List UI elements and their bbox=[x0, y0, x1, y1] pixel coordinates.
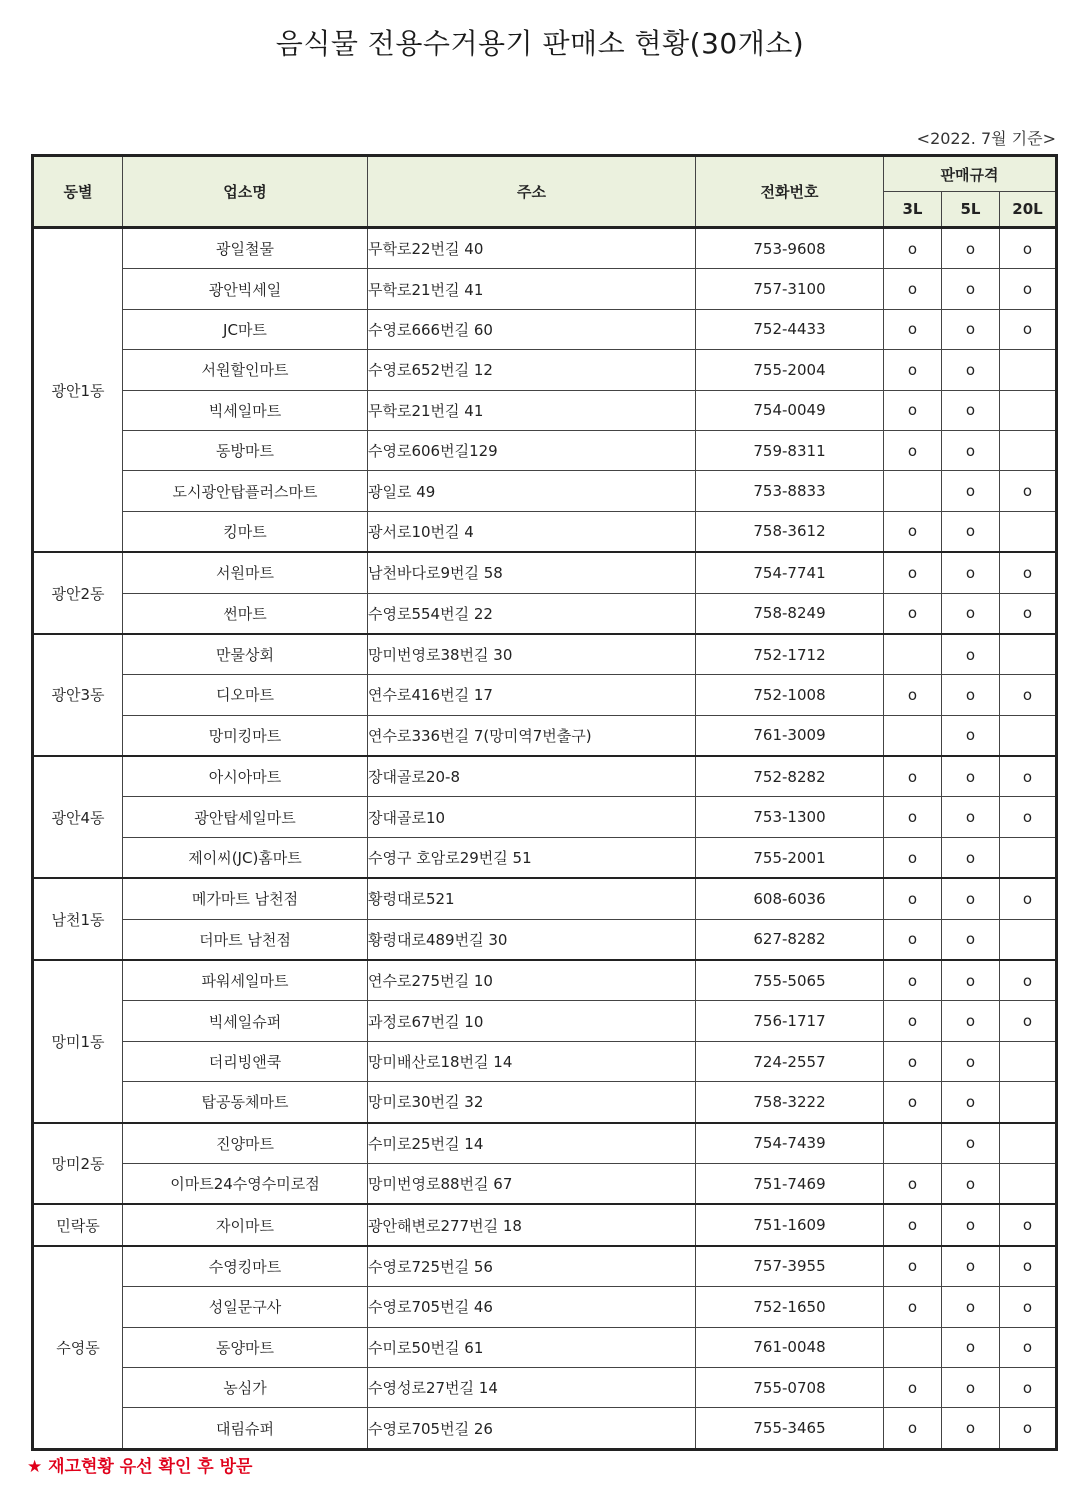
size-20l-cell: o bbox=[1000, 797, 1057, 837]
address-cell: 연수로336번길 7(망미역7번출구) bbox=[368, 715, 696, 756]
store-name-cell: 광안빅세일 bbox=[123, 269, 368, 309]
store-name-cell: 망미킹마트 bbox=[123, 715, 368, 756]
address-cell: 황령대로489번길 30 bbox=[368, 919, 696, 960]
phone-cell: 758-3222 bbox=[696, 1082, 884, 1123]
size-20l-cell: o bbox=[1000, 309, 1057, 349]
size-20l-cell bbox=[1000, 390, 1057, 430]
address-cell: 수영로666번길 60 bbox=[368, 309, 696, 349]
size-5l-cell: o bbox=[942, 715, 1000, 756]
size-20l-cell: o bbox=[1000, 960, 1057, 1001]
size-5l-cell: o bbox=[942, 1123, 1000, 1164]
size-3l-cell: o bbox=[884, 1246, 942, 1287]
size-3l-cell bbox=[884, 1123, 942, 1164]
district-cell: 민락동 bbox=[33, 1204, 123, 1245]
store-name-cell: 광안탑세일마트 bbox=[123, 797, 368, 837]
store-name-cell: JC마트 bbox=[123, 309, 368, 349]
table-body bbox=[33, 228, 1057, 1450]
phone-cell: 753-1300 bbox=[696, 797, 884, 837]
size-5l-cell: o bbox=[942, 1041, 1000, 1081]
address-cell: 수영로705번길 46 bbox=[368, 1287, 696, 1327]
table-row bbox=[33, 350, 1057, 390]
phone-cell: 755-2001 bbox=[696, 837, 884, 878]
phone-cell: 608-6036 bbox=[696, 878, 884, 919]
table-row bbox=[33, 511, 1057, 552]
address-cell: 수미로25번길 14 bbox=[368, 1123, 696, 1164]
size-20l-cell bbox=[1000, 1163, 1057, 1204]
store-name-cell: 디오마트 bbox=[123, 675, 368, 715]
address-cell: 광안해변로277번길 18 bbox=[368, 1204, 696, 1245]
size-3l-cell: o bbox=[884, 675, 942, 715]
size-3l-cell: o bbox=[884, 1163, 942, 1204]
address-cell: 수영로554번길 22 bbox=[368, 593, 696, 634]
phone-cell: 751-1609 bbox=[696, 1204, 884, 1245]
phone-cell: 757-3100 bbox=[696, 269, 884, 309]
size-5l-cell: o bbox=[942, 430, 1000, 470]
size-20l-cell: o bbox=[1000, 1327, 1057, 1367]
phone-cell: 751-7469 bbox=[696, 1163, 884, 1204]
store-name-cell: 동방마트 bbox=[123, 430, 368, 470]
header-phone: 전화번호 bbox=[696, 156, 884, 228]
address-cell: 망미번영로88번길 67 bbox=[368, 1163, 696, 1204]
address-cell: 수영로705번길 26 bbox=[368, 1408, 696, 1449]
size-5l-cell: o bbox=[942, 1287, 1000, 1327]
size-3l-cell: o bbox=[884, 797, 942, 837]
size-5l-cell: o bbox=[942, 1163, 1000, 1204]
size-3l-cell: o bbox=[884, 511, 942, 552]
table-row bbox=[33, 1287, 1057, 1327]
size-5l-cell: o bbox=[942, 675, 1000, 715]
store-name-cell: 제이씨(JC)홈마트 bbox=[123, 837, 368, 878]
size-20l-cell bbox=[1000, 837, 1057, 878]
store-name-cell: 농심가 bbox=[123, 1367, 368, 1407]
size-3l-cell: o bbox=[884, 1082, 942, 1123]
size-3l-cell: o bbox=[884, 1041, 942, 1081]
table-header bbox=[33, 156, 1057, 228]
size-20l-cell bbox=[1000, 1123, 1057, 1164]
size-20l-cell: o bbox=[1000, 471, 1057, 511]
address-cell: 연수로275번길 10 bbox=[368, 960, 696, 1001]
size-5l-cell: o bbox=[942, 1082, 1000, 1123]
size-20l-cell: o bbox=[1000, 756, 1057, 797]
address-cell: 망미번영로38번길 30 bbox=[368, 634, 696, 675]
district-cell: 수영동 bbox=[33, 1246, 123, 1449]
store-name-cell: 더마트 남천점 bbox=[123, 919, 368, 960]
district-cell: 남천1동 bbox=[33, 878, 123, 960]
size-20l-cell bbox=[1000, 511, 1057, 552]
size-5l-cell: o bbox=[942, 552, 1000, 593]
size-20l-cell bbox=[1000, 350, 1057, 390]
table-row bbox=[33, 430, 1057, 470]
table-row bbox=[33, 837, 1057, 878]
size-5l-cell: o bbox=[942, 309, 1000, 349]
size-5l-cell: o bbox=[942, 1327, 1000, 1367]
table-row bbox=[33, 960, 1057, 1001]
size-3l-cell bbox=[884, 634, 942, 675]
size-3l-cell: o bbox=[884, 878, 942, 919]
address-cell: 수영성로27번길 14 bbox=[368, 1367, 696, 1407]
size-3l-cell bbox=[884, 471, 942, 511]
address-cell: 무학로22번길 40 bbox=[368, 228, 696, 269]
phone-cell: 627-8282 bbox=[696, 919, 884, 960]
size-20l-cell: o bbox=[1000, 1204, 1057, 1245]
size-20l-cell: o bbox=[1000, 1246, 1057, 1287]
table-row bbox=[33, 1041, 1057, 1081]
table-row bbox=[33, 1001, 1057, 1041]
size-5l-cell: o bbox=[942, 1204, 1000, 1245]
address-cell: 과정로67번길 10 bbox=[368, 1001, 696, 1041]
header-district: 동별 bbox=[33, 156, 123, 228]
size-20l-cell bbox=[1000, 430, 1057, 470]
store-name-cell: 서원마트 bbox=[123, 552, 368, 593]
address-cell: 장대골로20-8 bbox=[368, 756, 696, 797]
size-3l-cell: o bbox=[884, 228, 942, 269]
store-table bbox=[31, 154, 1058, 1451]
size-5l-cell: o bbox=[942, 797, 1000, 837]
size-5l-cell: o bbox=[942, 1408, 1000, 1449]
table-row bbox=[33, 309, 1057, 349]
store-name-cell: 더리빙앤쿡 bbox=[123, 1041, 368, 1081]
size-20l-cell bbox=[1000, 634, 1057, 675]
address-cell: 망미배산로18번길 14 bbox=[368, 1041, 696, 1081]
store-name-cell: 만물상회 bbox=[123, 634, 368, 675]
store-name-cell: 성일문구사 bbox=[123, 1287, 368, 1327]
size-5l-cell: o bbox=[942, 511, 1000, 552]
size-3l-cell: o bbox=[884, 1204, 942, 1245]
size-20l-cell: o bbox=[1000, 1408, 1057, 1449]
store-name-cell: 메가마트 남천점 bbox=[123, 878, 368, 919]
phone-cell: 752-1650 bbox=[696, 1287, 884, 1327]
size-5l-cell: o bbox=[942, 919, 1000, 960]
store-name-cell: 서원할인마트 bbox=[123, 350, 368, 390]
size-3l-cell: o bbox=[884, 919, 942, 960]
address-cell: 망미로30번길 32 bbox=[368, 1082, 696, 1123]
size-5l-cell: o bbox=[942, 1246, 1000, 1287]
phone-cell: 752-1712 bbox=[696, 634, 884, 675]
header-store: 업소명 bbox=[123, 156, 368, 228]
size-3l-cell: o bbox=[884, 350, 942, 390]
phone-cell: 756-1717 bbox=[696, 1001, 884, 1041]
size-3l-cell: o bbox=[884, 1367, 942, 1407]
phone-cell: 752-1008 bbox=[696, 675, 884, 715]
header-address: 주소 bbox=[368, 156, 696, 228]
table-row bbox=[33, 471, 1057, 511]
address-cell: 수영로652번길 12 bbox=[368, 350, 696, 390]
size-3l-cell: o bbox=[884, 1287, 942, 1327]
size-5l-cell: o bbox=[942, 269, 1000, 309]
address-cell: 수영구 호암로29번길 51 bbox=[368, 837, 696, 878]
size-5l-cell: o bbox=[942, 350, 1000, 390]
address-cell: 연수로416번길 17 bbox=[368, 675, 696, 715]
table-row bbox=[33, 675, 1057, 715]
size-20l-cell bbox=[1000, 715, 1057, 756]
size-5l-cell: o bbox=[942, 1367, 1000, 1407]
size-20l-cell: o bbox=[1000, 1287, 1057, 1327]
store-name-cell: 자이마트 bbox=[123, 1204, 368, 1245]
size-20l-cell bbox=[1000, 1041, 1057, 1081]
phone-cell: 758-8249 bbox=[696, 593, 884, 634]
table-row bbox=[33, 228, 1057, 269]
table-row bbox=[33, 1246, 1057, 1287]
header-size-5l: 5L bbox=[942, 192, 1000, 228]
store-name-cell: 동양마트 bbox=[123, 1327, 368, 1367]
table-row bbox=[33, 878, 1057, 919]
store-name-cell: 빅세일슈퍼 bbox=[123, 1001, 368, 1041]
address-cell: 장대골로10 bbox=[368, 797, 696, 837]
size-3l-cell: o bbox=[884, 593, 942, 634]
size-5l-cell: o bbox=[942, 634, 1000, 675]
size-5l-cell: o bbox=[942, 960, 1000, 1001]
phone-cell: 755-0708 bbox=[696, 1367, 884, 1407]
phone-cell: 754-7741 bbox=[696, 552, 884, 593]
store-name-cell: 탑공동체마트 bbox=[123, 1082, 368, 1123]
district-cell: 망미2동 bbox=[33, 1123, 123, 1205]
phone-cell: 761-0048 bbox=[696, 1327, 884, 1367]
size-5l-cell: o bbox=[942, 593, 1000, 634]
store-name-cell: 아시아마트 bbox=[123, 756, 368, 797]
size-5l-cell: o bbox=[942, 837, 1000, 878]
size-3l-cell: o bbox=[884, 1408, 942, 1449]
table-row bbox=[33, 1367, 1057, 1407]
phone-cell: 724-2557 bbox=[696, 1041, 884, 1081]
size-3l-cell: o bbox=[884, 960, 942, 1001]
size-3l-cell: o bbox=[884, 269, 942, 309]
table-row bbox=[33, 1408, 1057, 1449]
table-row bbox=[33, 1204, 1057, 1245]
store-name-cell: 대림슈퍼 bbox=[123, 1408, 368, 1449]
size-3l-cell: o bbox=[884, 390, 942, 430]
phone-cell: 761-3009 bbox=[696, 715, 884, 756]
size-20l-cell bbox=[1000, 919, 1057, 960]
table-row bbox=[33, 593, 1057, 634]
phone-cell: 753-8833 bbox=[696, 471, 884, 511]
store-name-cell: 수영킹마트 bbox=[123, 1246, 368, 1287]
size-20l-cell: o bbox=[1000, 878, 1057, 919]
phone-cell: 759-8311 bbox=[696, 430, 884, 470]
table-row bbox=[33, 390, 1057, 430]
size-3l-cell: o bbox=[884, 756, 942, 797]
phone-cell: 754-7439 bbox=[696, 1123, 884, 1164]
phone-cell: 757-3955 bbox=[696, 1246, 884, 1287]
district-cell: 망미1동 bbox=[33, 960, 123, 1123]
phone-cell: 752-8282 bbox=[696, 756, 884, 797]
header-spec: 판매규격 bbox=[884, 156, 1057, 192]
address-cell: 황령대로521 bbox=[368, 878, 696, 919]
store-name-cell: 빅세일마트 bbox=[123, 390, 368, 430]
phone-cell: 753-9608 bbox=[696, 228, 884, 269]
address-cell: 수영로606번길129 bbox=[368, 430, 696, 470]
size-3l-cell: o bbox=[884, 837, 942, 878]
district-cell: 광안3동 bbox=[33, 634, 123, 756]
table-row bbox=[33, 1123, 1057, 1164]
table-row bbox=[33, 1327, 1057, 1367]
address-cell: 남천바다로9번길 58 bbox=[368, 552, 696, 593]
phone-cell: 755-5065 bbox=[696, 960, 884, 1001]
size-5l-cell: o bbox=[942, 471, 1000, 511]
size-5l-cell: o bbox=[942, 390, 1000, 430]
store-name-cell: 진양마트 bbox=[123, 1123, 368, 1164]
size-3l-cell bbox=[884, 1327, 942, 1367]
store-name-cell: 파워세일마트 bbox=[123, 960, 368, 1001]
size-20l-cell: o bbox=[1000, 1367, 1057, 1407]
table-row bbox=[33, 634, 1057, 675]
size-5l-cell: o bbox=[942, 756, 1000, 797]
table-row bbox=[33, 1163, 1057, 1204]
table-row bbox=[33, 715, 1057, 756]
size-20l-cell: o bbox=[1000, 675, 1057, 715]
phone-cell: 758-3612 bbox=[696, 511, 884, 552]
district-cell: 광안4동 bbox=[33, 756, 123, 878]
page-title: 음식물 전용수거용기 판매소 현황(30개소) bbox=[275, 27, 805, 60]
header-size-3l: 3L bbox=[884, 192, 942, 228]
phone-cell: 755-3465 bbox=[696, 1408, 884, 1449]
size-5l-cell: o bbox=[942, 228, 1000, 269]
size-20l-cell: o bbox=[1000, 1001, 1057, 1041]
size-3l-cell: o bbox=[884, 309, 942, 349]
table-row bbox=[33, 1082, 1057, 1123]
address-cell: 무학로21번길 41 bbox=[368, 269, 696, 309]
store-name-cell: 이마트24수영수미로점 bbox=[123, 1163, 368, 1204]
size-20l-cell: o bbox=[1000, 269, 1057, 309]
phone-cell: 755-2004 bbox=[696, 350, 884, 390]
address-cell: 광일로 49 bbox=[368, 471, 696, 511]
store-name-cell: 광일철물 bbox=[123, 228, 368, 269]
table-row bbox=[33, 797, 1057, 837]
header-size-20l: 20L bbox=[1000, 192, 1057, 228]
district-cell: 광안2동 bbox=[33, 552, 123, 634]
table-row bbox=[33, 269, 1057, 309]
footnote: ★ 재고현황 유선 확인 후 방문 bbox=[27, 1457, 253, 1477]
phone-cell: 752-4433 bbox=[696, 309, 884, 349]
table-row bbox=[33, 552, 1057, 593]
size-3l-cell: o bbox=[884, 1001, 942, 1041]
size-3l-cell: o bbox=[884, 430, 942, 470]
store-name-cell: 킹마트 bbox=[123, 511, 368, 552]
address-cell: 수영로725번길 56 bbox=[368, 1246, 696, 1287]
size-20l-cell: o bbox=[1000, 593, 1057, 634]
size-20l-cell: o bbox=[1000, 228, 1057, 269]
district-cell: 광안1동 bbox=[33, 228, 123, 553]
date-note: <2022. 7월 기준> bbox=[916, 129, 1056, 148]
size-3l-cell: o bbox=[884, 552, 942, 593]
table-row bbox=[33, 756, 1057, 797]
size-20l-cell bbox=[1000, 1082, 1057, 1123]
address-cell: 수미로50번길 61 bbox=[368, 1327, 696, 1367]
size-20l-cell: o bbox=[1000, 552, 1057, 593]
address-cell: 광서로10번길 4 bbox=[368, 511, 696, 552]
phone-cell: 754-0049 bbox=[696, 390, 884, 430]
address-cell: 무학로21번길 41 bbox=[368, 390, 696, 430]
size-3l-cell bbox=[884, 715, 942, 756]
store-name-cell: 도시광안탑플러스마트 bbox=[123, 471, 368, 511]
size-5l-cell: o bbox=[942, 878, 1000, 919]
table-row bbox=[33, 919, 1057, 960]
store-name-cell: 썬마트 bbox=[123, 593, 368, 634]
size-5l-cell: o bbox=[942, 1001, 1000, 1041]
